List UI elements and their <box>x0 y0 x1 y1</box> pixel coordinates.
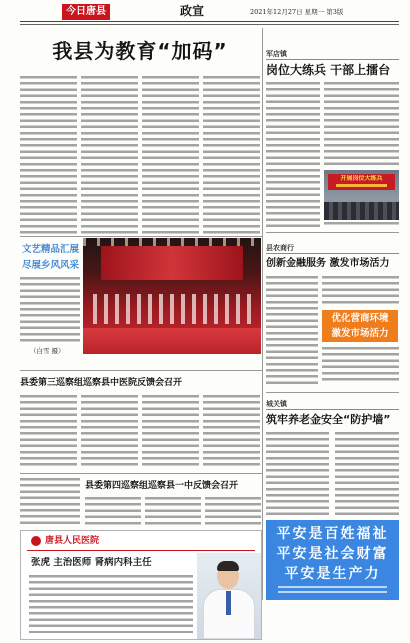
performers <box>93 294 251 324</box>
section-rule <box>20 473 262 474</box>
feature-headline-line2: 尽展乡风风采 <box>22 260 80 271</box>
stage-floor <box>83 328 261 354</box>
hospital-article-continued <box>20 478 80 525</box>
right-section-label: 军店镇 <box>266 50 399 60</box>
feature-body <box>20 277 80 345</box>
right-headline-drill: 岗位大练兵 干部上擂台 <box>266 63 391 77</box>
hospital-ad <box>20 530 262 640</box>
doctor-tie <box>226 591 231 615</box>
column-divider <box>262 28 263 600</box>
bank-box-line2: 激发市场活力 <box>331 328 389 339</box>
doctor-title: 张虎 主治医师 肾病内科主任 <box>31 557 152 568</box>
right-section-rule <box>266 232 399 233</box>
drill-participants <box>324 202 399 220</box>
hospital-article-body <box>142 395 199 469</box>
drill-banner-subline <box>336 184 387 187</box>
hospital-name: 唐县人民医院 <box>45 536 100 546</box>
drill-article-body <box>324 222 399 228</box>
masthead-logo: 今日唐县 <box>62 4 110 20</box>
pension-article-body <box>266 432 329 516</box>
main-article-body <box>81 76 138 234</box>
main-article-body <box>20 76 77 234</box>
right-section-label: 城关镇 <box>266 400 399 410</box>
photo-credit: （白雪 摄） <box>30 347 65 355</box>
school-article-body <box>85 497 141 525</box>
hospital-article-body <box>203 395 260 469</box>
main-headline: 我县为教育“加码” <box>52 39 228 63</box>
right-section-label: 县农商行 <box>266 244 399 254</box>
issue-date: 2021年12月27日 星期一 第3版 <box>250 8 344 16</box>
hospital-logo-icon <box>31 536 41 546</box>
drill-photo <box>324 170 399 220</box>
doctor-hair <box>217 561 239 571</box>
main-article-body <box>142 76 199 234</box>
slogan-line: 平安是生产力 <box>284 566 381 582</box>
stage-lights <box>83 238 261 246</box>
ad-rule <box>27 550 255 551</box>
drill-article-body <box>324 82 399 166</box>
pension-article-body <box>335 432 399 516</box>
bank-highlight-box <box>322 310 398 342</box>
safety-slogan-box <box>266 520 399 600</box>
right-headline-pension: 筑牢养老金安全“防护墙” <box>266 413 391 426</box>
slogan-line: 平安是百姓福祉 <box>276 526 389 542</box>
feature-headline-line1: 文艺精品汇展 <box>22 244 80 255</box>
doctor-photo <box>197 553 261 639</box>
bank-article-body <box>266 276 318 384</box>
slogan-line: 平安是社会财富 <box>276 546 389 562</box>
masthead-rule-thick <box>20 21 399 22</box>
performance-photo <box>83 238 261 354</box>
drill-article-body <box>266 82 320 228</box>
slogan-sponsor-text <box>278 586 387 596</box>
main-article-body <box>203 76 260 234</box>
section-rule <box>20 236 262 237</box>
bank-article-body <box>322 276 399 306</box>
school-article-headline: 县委第四巡察组巡察县一中反馈会召开 <box>85 481 239 491</box>
section-title: 政宣 <box>180 4 205 18</box>
bank-box-line1: 优化营商环境 <box>331 313 389 324</box>
hospital-article-body <box>81 395 138 469</box>
masthead-rule-thin <box>20 24 399 25</box>
right-section-rule <box>266 392 399 393</box>
drill-banner-text: 开展岗位大练兵 <box>340 175 383 182</box>
drill-banner <box>328 174 395 190</box>
school-article-body <box>145 497 201 525</box>
section-rule <box>20 370 262 371</box>
right-headline-bank: 创新金融服务 激发市场活力 <box>266 258 390 269</box>
doctor-profile-text <box>29 575 193 633</box>
hospital-article-headline: 县委第三巡察组巡察县中医院反馈会召开 <box>20 378 183 388</box>
hospital-article-body <box>20 395 77 469</box>
school-article-body <box>205 497 261 525</box>
bank-article-body <box>322 347 399 384</box>
stage-screen <box>101 246 243 280</box>
